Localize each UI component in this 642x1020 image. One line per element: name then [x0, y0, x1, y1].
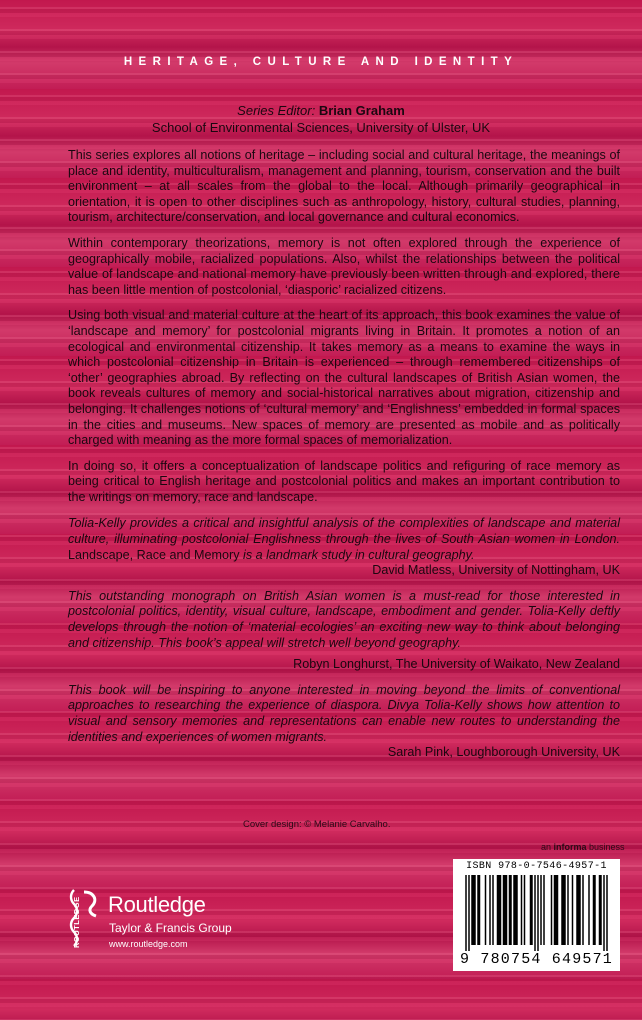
informa-suffix: business	[586, 842, 625, 852]
barcode-bar	[477, 875, 480, 945]
publisher-url: www.routledge.com	[109, 939, 188, 949]
barcode-bar	[603, 875, 605, 951]
barcode-bar	[468, 875, 470, 951]
series-editor-block	[0, 102, 642, 136]
publisher-group: Taylor & Francis Group	[109, 921, 232, 935]
ean-digits: 9 780754 649571	[459, 951, 614, 968]
barcode-bar	[497, 875, 502, 945]
barcode-bar	[489, 875, 491, 945]
blurb-paragraph-4: In doing so, it offers a conceptualization of landscape politics and refiguring of race memory as being critical to English heritage and postcolonial politics and makes an important contribution to the writings on memory, race and landscape.	[68, 458, 620, 504]
series-title: HERITAGE, CULTURE AND IDENTITY	[123, 56, 519, 68]
informa-business-tag	[541, 842, 625, 852]
cover-design-credit: Cover design: © Melanie Carvalho.	[243, 819, 391, 830]
barcode-bar	[530, 875, 533, 945]
series-editor-affiliation: School of Environmental Sciences, University of Ulster, UK	[151, 120, 491, 135]
review-quote-1-book-title: Landscape, Race and Memory	[68, 547, 240, 562]
barcode-bar	[492, 875, 494, 945]
blurb-paragraph-3: Using both visual and material culture at the heart of its approach, this book examines the value of ‘landscape and memory’ for postcolonial migrants living in Britain. It promotes a notion of an ecological and environmental citizenship. It takes memory as a means to examine the ways in which postcolonial citizenship in Britain is experienced – through remembered citizenships of ‘other’ geographies abroad. By reflecting on the cultural landscapes of British Asian women, the book reveals cultures of memory and social-historical narratives about migration, citizenship and belonging. It challenges notions of ‘cultural memory’ and ‘Englishness’ embedded in formal spaces in the cities and museums. New spaces of memory are presented as mobile and as politically charged with meaning as the more formal spaces of memorialization.	[68, 308, 620, 448]
barcode-bar	[606, 875, 608, 951]
barcode-bar	[513, 875, 518, 945]
informa-prefix: an	[541, 842, 554, 852]
barcode-bar	[509, 875, 512, 945]
barcode-bar	[576, 875, 581, 945]
barcode-bar	[471, 875, 476, 945]
review-quote-2	[68, 589, 620, 673]
barcode-bar	[540, 875, 542, 945]
barcode-bar	[537, 875, 539, 951]
barcode-bar	[593, 875, 596, 945]
series-editor-name: Brian Graham	[318, 103, 405, 118]
review-quote-1	[68, 516, 620, 578]
review-quote-2-text: This outstanding monograph on British Asian women is a must-read for those interested in postcolonial politics, identity, visual culture, landscape, embodiment and gender. Tolia-Kelly deftly develops through the notion of ‘material ecologies’ an exciting new way to think about belonging and citizenship. This book’s appeal will stretch well beyond geography.	[68, 588, 620, 650]
review-quote-1-text-a: Tolia-Kelly provides a critical and insightful analysis of the complexities of landscape and material culture, illuminating postcolonial Englishness through the lives of South Asian women in London.	[68, 516, 620, 547]
barcode-bar	[554, 875, 559, 945]
review-quote-2-attribution: Robyn Longhurst, The University of Waikato, New Zealand	[293, 657, 620, 672]
review-quote-3-text: This book will be inspiring to anyone interested in moving beyond the limits of conventional approaches to researching the experience of diaspora. Divya Tolia-Kelly shows how attention to visual and sensory memories and representations can enable new routes to understanding the identities and experiences of women migrants.	[68, 682, 620, 744]
series-editor-line	[0, 102, 642, 119]
barcode-bar	[551, 875, 553, 945]
blurb-paragraph-1: This series explores all notions of heritage – including social and cultural heritage, the meanings of place and identity, multiculturalism, management and planning, tourism, conservation and the built environment – at all scales from the global to the local. Although primarily geographical in orientation, it is open to other disciplines such as anthropology, history, cultural studies, planning, tourism, architecture/conservation, and local governance and cultural economics.	[68, 148, 620, 225]
barcode-bar	[534, 875, 536, 951]
review-quote-3-attribution: Sarah Pink, Loughborough University, UK	[387, 745, 620, 760]
barcode-bar	[599, 875, 602, 945]
review-quote-1-text	[68, 516, 620, 563]
isbn-barcode	[453, 859, 620, 971]
review-quote-1-text-c: is a landmark study in cultural geography.	[239, 547, 475, 562]
barcode-bar	[572, 875, 574, 945]
barcode-bar	[543, 875, 545, 945]
barcode-bar	[465, 875, 467, 951]
barcode-bars	[453, 875, 620, 951]
informa-brand: informa	[553, 842, 587, 852]
barcode-bar	[588, 875, 590, 945]
series-editor-role: Series Editor:	[237, 103, 316, 118]
isbn-label: ISBN 978-0-7546-4957-1	[466, 861, 607, 872]
barcode-bar	[503, 875, 508, 945]
routledge-vertical-label: ROUTLEDGE	[72, 896, 81, 948]
barcode-bar	[521, 875, 523, 945]
blurb-content	[68, 148, 620, 771]
barcode-bar	[561, 875, 566, 945]
barcode-bar	[485, 875, 487, 945]
barcode-bar	[582, 875, 584, 945]
routledge-logo	[68, 888, 268, 968]
review-quote-1-attribution: David Matless, University of Nottingham, UK	[372, 563, 620, 578]
barcode-bar	[567, 875, 569, 945]
publisher-name: Routledge	[108, 892, 206, 917]
review-quote-3	[68, 683, 620, 761]
barcode-bar	[524, 875, 526, 945]
blurb-paragraph-2: Within contemporary theorizations, memory is not often explored through the experience of geographically mobile, racialized populations. Also, whilst the relationships between the political value of landscape and national memory have previously been written through and explored, there has been little mention of postcolonial, ‘diasporic’ racialized citizens.	[68, 235, 620, 297]
